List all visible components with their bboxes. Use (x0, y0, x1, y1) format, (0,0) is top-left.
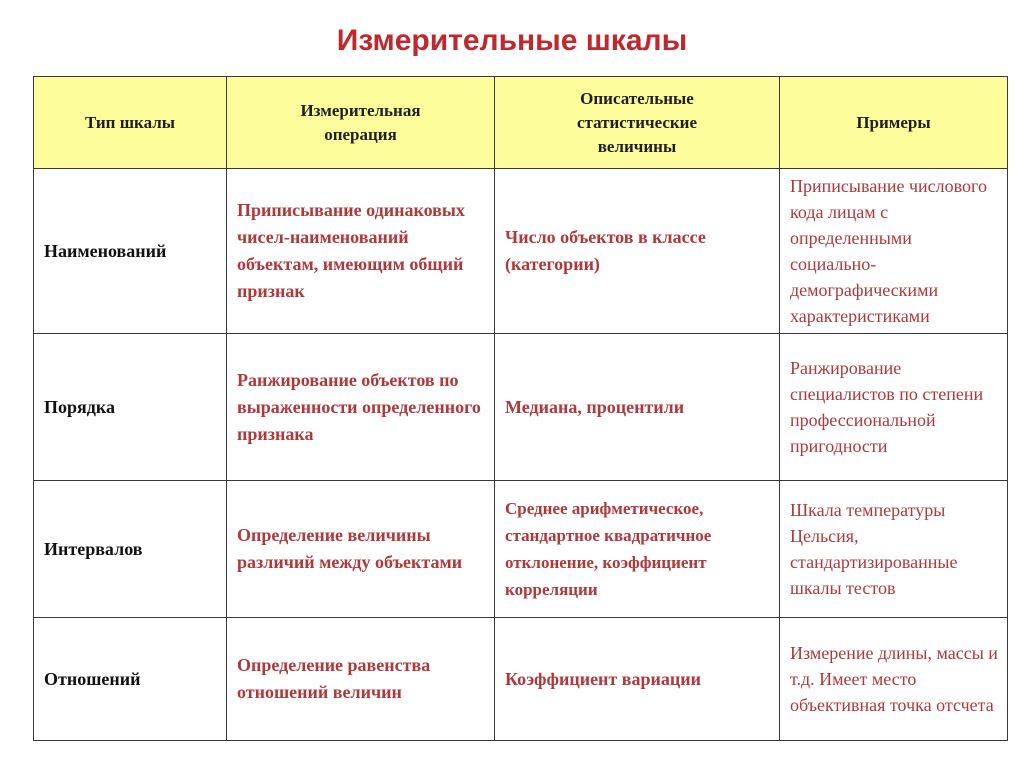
table-row (34, 481, 1008, 618)
table-row (34, 334, 1008, 481)
cell-type: Порядка (34, 334, 227, 481)
cell-examples: Измерение длины, массы и т.д. Имеет место объективная точка отсчета (780, 618, 1008, 741)
scales-table (33, 76, 1008, 741)
cell-type: Отношений (34, 618, 227, 741)
header-statistics: Описательные статистические величины (495, 77, 780, 169)
cell-examples: Шкала температуры Цельсия, стандартизированные шкалы тестов (780, 481, 1008, 618)
cell-type: Наименований (34, 169, 227, 334)
cell-statistics: Число объектов в классе (категории) (495, 169, 780, 334)
table-header-row (34, 77, 1008, 169)
cell-operation: Ранжирование объектов по выраженности определенного признака (227, 334, 495, 481)
table-row (34, 169, 1008, 334)
header-type: Тип шкалы (34, 77, 227, 169)
cell-statistics: Медиана, процентили (495, 334, 780, 481)
table-row (34, 618, 1008, 741)
cell-examples: Приписывание числового кода лицам с определенными социально-демографическими характеристиками (780, 169, 1008, 334)
cell-statistics: Коэффициент вариации (495, 618, 780, 741)
header-examples: Примеры (780, 77, 1008, 169)
cell-examples: Ранжирование специалистов по степени профессиональной пригодности (780, 334, 1008, 481)
header-operation: Измерительная операция (227, 77, 495, 169)
page-title: Измерительные шкалы (336, 24, 688, 57)
cell-operation: Приписывание одинаковых чисел-наименований объектам, имеющим общий признак (227, 169, 495, 334)
cell-operation: Определение величины различий между объектами (227, 481, 495, 618)
cell-type: Интервалов (34, 481, 227, 618)
cell-statistics: Среднее арифметическое, стандартное квадратичное отклонение, коэффициент корреляции (495, 481, 780, 618)
cell-operation: Определение равенства отношений величин (227, 618, 495, 741)
